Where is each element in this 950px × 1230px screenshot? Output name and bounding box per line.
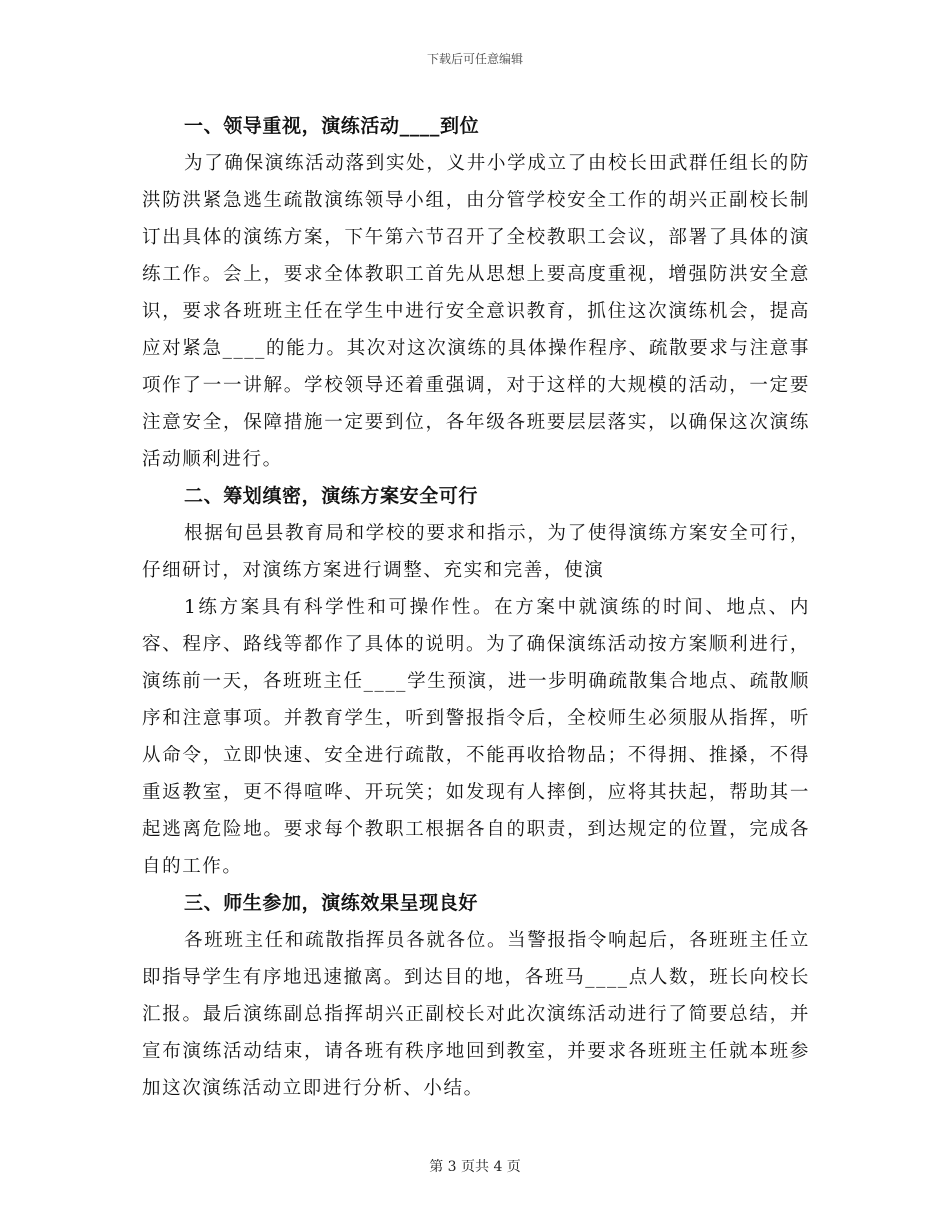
page-header-note: 下载后可任意编辑 [426, 52, 523, 66]
section-2-paragraph-1: 根据旬邑县教育局和学校的要求和指示，为了使得演练方案安全可行，仔细研讨，对演练方案进行调整、充实和完善，使演 [142, 523, 810, 581]
section-heading-1: 一、领导重视，演练活动____到位 [184, 115, 480, 137]
section-3-paragraph-1: 各班班主任和疏散指挥员各就各位。当警报指令响起后，各班班主任立即指导学生有序地迅速撤离。到达目的地，各班马____点人数，班长向校长汇报。最后演练副总指挥胡兴正副校长对此次演练活动进行了简要总结，并宣布演练活动结束，请各班有秩序地回到教室，并要求各班班主任就本班参加这次演练活动立即进行分析、小结。 [142, 930, 810, 1099]
section-heading-3: 三、师生参加，演练效果呈现良好 [184, 892, 479, 914]
section-2-paragraph-2: 1练方案具有科学性和可操作性。在方案中就演练的时间、地点、内容、程序、路线等都作了具体的说明。为了确保演练活动按方案顺利进行，演练前一天，各班班主任____学生预演，进一步明确疏散集合地点、疏散顺序和注意事项。并教育学生，听到警报指令后，全校师生必须服从指挥，听从命令，立即快速、安全进行疏散，不能再收拾物品；不得拥、推搡，不得重返教室，更不得喧哗、开玩笑；如发现有人摔倒，应将其扶起，帮助其一起逃离危险地。要求每个教职工根据各自的职责，到达规定的位置，完成各自的工作。 [142, 597, 810, 877]
document-body [142, 108, 810, 1107]
page-number: 第 3 页共 4 页 [429, 1159, 521, 1175]
section-1-paragraph-1: 为了确保演练活动落到实处，义井小学成立了由校长田武群任组长的防洪防洪紧急逃生疏散演练领导小组，由分管学校安全工作的胡兴正副校长制订出具体的演练方案，下午第六节召开了全校教职工会议，部署了具体的演练工作。会上，要求全体教职工首先从思想上要高度重视，增强防洪安全意识，要求各班班主任在学生中进行安全意识教育，抓住这次演练机会，提高应对紧急____的能力。其次对这次演练的具体操作程序、疏散要求与注意事项作了一一讲解。学校领导还着重强调，对于这样的大规模的活动，一定要注意安全，保障措施一定要到位，各年级各班要层层落实，以确保这次演练活动顺利进行。 [142, 153, 810, 470]
section-heading-2: 二、筹划缜密，演练方案安全可行 [184, 485, 479, 507]
